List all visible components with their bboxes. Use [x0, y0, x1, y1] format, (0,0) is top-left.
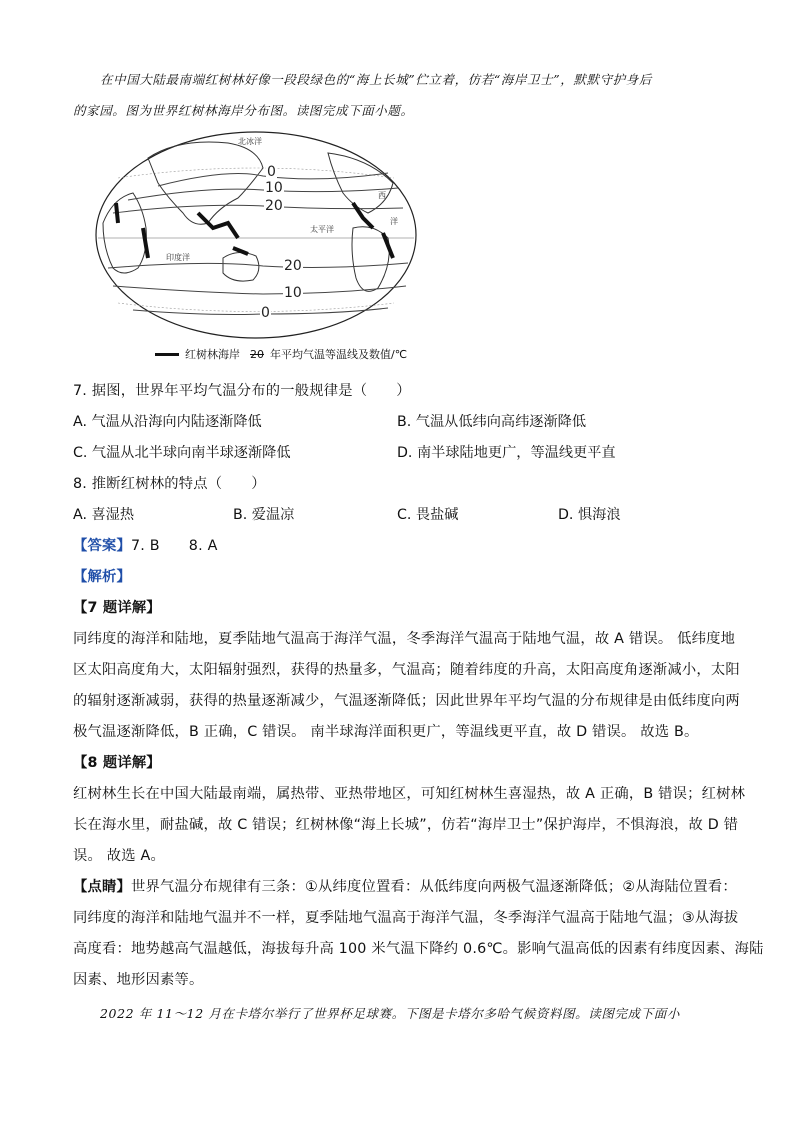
intro-line-2: 的家园。图为世界红树林海岸分布图。读图完成下面小题。: [73, 103, 414, 118]
eurasia-shape: [148, 142, 263, 224]
isotherm-label-0-south: 0: [261, 305, 270, 321]
label-arctic-ocean: 北冰洋: [238, 137, 262, 146]
isotherm-label-0-north: 0: [267, 164, 276, 180]
note-text-1: 世界气温分布规律有三条：①从纬度位置看：从低纬度向两极气温逐渐降低；②从海陆位置看：: [131, 879, 737, 895]
q8-stem: 8. 推断红树林的特点（ ）: [73, 476, 266, 492]
isotherm-20-south: [108, 263, 408, 268]
label-pacific-ocean: 太平洋: [310, 225, 334, 234]
q8-option-c: C. 畏盐碱: [397, 507, 459, 523]
q7-option-d: D. 南半球陆地更广，等温线更平直: [397, 445, 616, 461]
note-line-1: [73, 876, 737, 896]
label-west: 西: [378, 191, 386, 200]
answer-tag: 【答案】: [73, 538, 131, 554]
intro-line-1: 在中国大陆最南端红树林好像一段段绿色的“海上长城”伫立着，仿若“海岸卫士”，默默守护身后: [100, 72, 652, 87]
analysis-line: [73, 566, 131, 586]
next-intro-line-1: 2022 年 11～12 月在卡塔尔举行了世界杯足球赛。下图是卡塔尔多哈气候资料图。读图完成下面小: [100, 1006, 680, 1021]
mangrove-world-map: [88, 128, 424, 368]
answer-text: 7. B 8. A: [131, 538, 218, 554]
detail-7-tag: 【7 题详解】: [73, 600, 161, 616]
mangrove-coast-west-africa: [116, 203, 118, 223]
australia-shape: [223, 252, 259, 281]
isotherm-label-10-north: 10: [265, 180, 283, 196]
mangrove-coast-south-america: [383, 233, 393, 258]
detail-7-line-1: 同纬度的海洋和陆地，夏季陆地气温高于海洋气温，冬季海洋气温高于陆地气温，故 A 错误。 低纬度地: [73, 631, 736, 647]
isotherm-10-north: [128, 188, 398, 200]
q8-option-d: D. 惧海浪: [558, 507, 621, 523]
latitude-dotted-south: [118, 303, 394, 312]
detail-8-tag: 【8 题详解】: [73, 755, 161, 771]
label-indian-ocean: 印度洋: [166, 253, 190, 262]
map-svg: [88, 128, 424, 343]
note-line-4: 因素、地形因素等。: [73, 972, 204, 988]
mangrove-coast-south-asia: [198, 213, 238, 238]
isotherm-label-20-north: 20: [265, 198, 283, 214]
note-tag: 【点睛】: [73, 879, 131, 895]
legend-mangrove-label: 红树林海岸: [185, 348, 240, 361]
q7-option-b: B. 气温从低纬向高纬逐渐降低: [397, 414, 587, 430]
note-line-3: 高度看：地势越高气温越低，海拔每升高 100 米气温下降约 0.6℃。影响气温高低的因素有纬度因素、海陆: [73, 941, 764, 957]
legend-isotherm-number: 20: [250, 347, 264, 361]
analysis-tag: 【解析】: [73, 569, 131, 585]
detail-7-line-2: 区太阳高度角大，太阳辐射强烈，获得的热量多，气温高；随着纬度的升高，太阳高度角逐渐减小，太阳: [73, 662, 740, 678]
q8-option-b: B. 爱温凉: [233, 507, 295, 523]
mangrove-coast-east-africa: [143, 228, 148, 258]
q7-option-c: C. 气温从北半球向南半球逐渐降低: [73, 445, 291, 461]
detail-7-line-3: 的辐射逐渐减弱，获得的热量逐渐减少，气温逐渐降低；因此世界年平均气温的分布规律是由低纬度向两: [73, 693, 740, 709]
map-legend: [155, 346, 407, 362]
mangrove-coast-central-america: [353, 203, 373, 228]
mangrove-legend-swatch: [155, 353, 179, 356]
isotherm-label-10-south: 10: [284, 285, 302, 301]
detail-8-line-1: 红树林生长在中国大陆最南端，属热带、亚热带地区，可知红树林生喜湿热，故 A 正确，B 错误；红树林: [73, 786, 746, 802]
north-america-shape: [328, 153, 393, 213]
detail-8-line-3: 误。 故选 A。: [73, 848, 165, 864]
isotherm-label-20-south: 20: [284, 258, 302, 274]
answer-line: [73, 535, 218, 555]
legend-isotherm-label: 年平均气温等温线及数值/℃: [270, 348, 408, 361]
isotherm-10-south: [113, 286, 406, 294]
q7-option-a: A. 气温从沿海向内陆逐渐降低: [73, 414, 262, 430]
africa-shape: [103, 193, 146, 273]
note-line-2: 同纬度的海洋和陆地气温并不一样，夏季陆地气温高于海洋气温，冬季海洋气温高于陆地气温；③从海拔: [73, 910, 739, 926]
detail-8-line-2: 长在海水里，耐盐碱，故 C 错误；红树林像“海上长城”，仿若“海岸卫士”保护海岸，不惧海浪，故 D 错: [73, 817, 739, 833]
q7-stem: 7. 据图，世界年平均气温分布的一般规律是（ ）: [73, 383, 411, 399]
detail-7-line-4: 极气温逐渐降低，B 正确，C 错误。 南半球海洋面积更广，等温线更平直，故 D 错误。 故选 B。: [73, 724, 699, 740]
label-ocean: 洋: [390, 217, 398, 226]
q8-option-a: A. 喜湿热: [73, 507, 135, 523]
